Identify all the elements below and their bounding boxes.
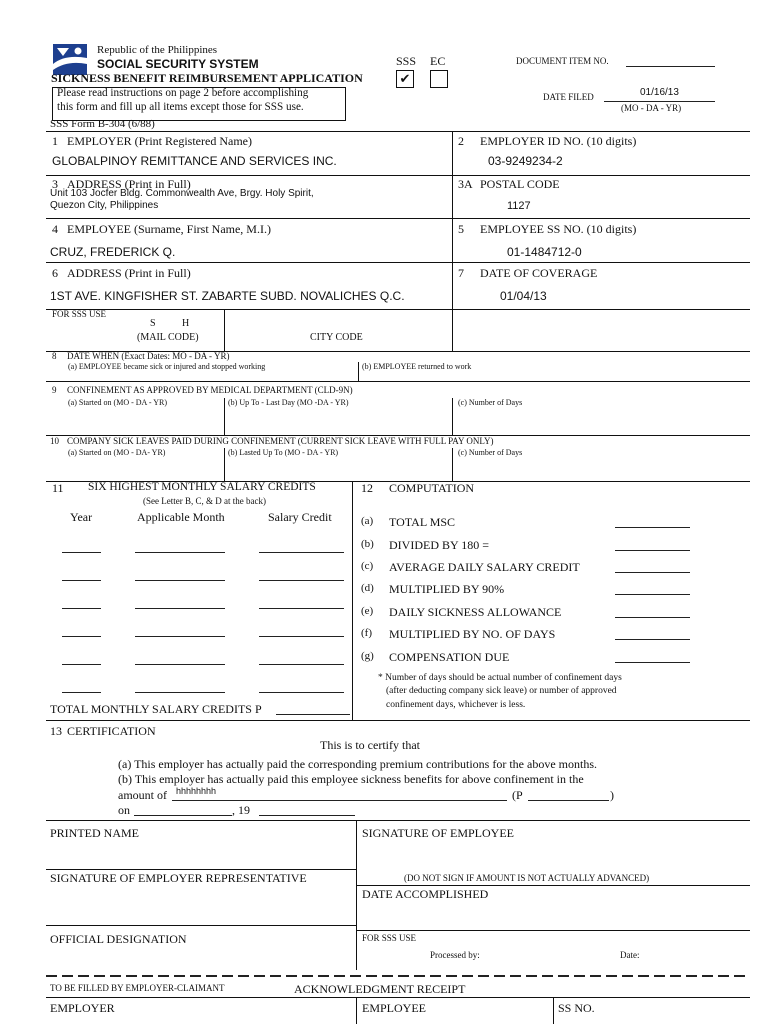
date-accomplished-label: DATE ACCOMPLISHED: [362, 887, 489, 901]
date-filed-line: [604, 101, 715, 102]
computation-note: (after deducting company sick leave) or number of approved: [386, 686, 617, 696]
printed-name-field[interactable]: [47, 842, 355, 868]
row-divider: [46, 869, 356, 870]
item-number: 6: [52, 266, 58, 280]
year-paid-field[interactable]: [259, 815, 355, 816]
salary-credit-field[interactable]: [259, 552, 344, 553]
column-divider: [352, 481, 353, 720]
computation-note: * Number of days should be actual number of confinement days: [378, 673, 622, 683]
row-divider: [356, 930, 750, 931]
item-number: 5: [458, 222, 464, 236]
certification-clause-b: (b) This employer has actually paid this employee sickness benefits for above confinement in the: [118, 772, 584, 786]
employee-address-label: ADDRESS (Print in Full): [67, 266, 191, 280]
computation-letter: (d): [361, 582, 374, 594]
ack-ss-no-label: SS NO.: [558, 1001, 595, 1015]
row-divider: [46, 381, 750, 382]
row-divider: [356, 885, 750, 886]
column-divider: [356, 997, 357, 1024]
item-number: 12: [361, 481, 373, 495]
employee-ss-label: EMPLOYEE SS NO. (10 digits): [480, 222, 637, 236]
computation-letter: (c): [361, 560, 374, 572]
computation-label: MULTIPLIED BY 90%: [389, 582, 505, 596]
sick-leave-days-field[interactable]: [453, 460, 749, 480]
republic-label: Republic of the Philippines: [97, 44, 218, 56]
computation-note: confinement days, whichever is less.: [386, 700, 526, 710]
salary-credit-field[interactable]: [259, 580, 344, 581]
computation-label: COMPENSATION DUE: [389, 650, 510, 664]
employer-name-field[interactable]: GLOBALPINOY REMITTANCE AND SERVICES INC.: [52, 154, 337, 168]
year-field[interactable]: [62, 608, 101, 609]
date-filed-label: DATE FILED: [543, 92, 594, 102]
item-number: 7: [458, 266, 464, 280]
month-field[interactable]: [135, 664, 225, 665]
salary-credits-title: SIX HIGHEST MONTHLY SALARY CREDITS: [88, 481, 316, 493]
month-field[interactable]: [135, 552, 225, 553]
ack-employee-label: EMPLOYEE: [362, 1001, 426, 1015]
confinement-days-label: (c) Number of Days: [458, 398, 523, 407]
salary-credit-field[interactable]: [259, 636, 344, 637]
sick-leave-start-field[interactable]: [47, 460, 223, 480]
sss-use-label: FOR SSS USE: [52, 309, 107, 319]
year-field[interactable]: [62, 664, 101, 665]
agency-name: SOCIAL SECURITY SYSTEM: [97, 57, 259, 71]
confinement-end-field[interactable]: [225, 410, 451, 434]
postal-code-label: POSTAL CODE: [480, 177, 560, 191]
total-salary-credits-field[interactable]: [276, 714, 350, 715]
item-number: 3A: [458, 177, 473, 191]
sick-leaves-label: COMPANY SICK LEAVES PAID DURING CONFINEMENT (CURRENT SICK LEAVE WITH FULL PAY ONLY): [67, 436, 494, 446]
employer-rep-signature-field[interactable]: [47, 887, 355, 924]
computation-letter: (b): [361, 538, 374, 550]
coverage-label: DATE OF COVERAGE: [480, 266, 598, 280]
sss-checkbox[interactable]: ✔: [396, 70, 414, 88]
item-number: 3: [52, 177, 58, 191]
column-header-month: Applicable Month: [137, 510, 225, 524]
year-field[interactable]: [62, 636, 101, 637]
amount-p-open: (P: [512, 788, 523, 802]
month-field[interactable]: [135, 608, 225, 609]
item-number: 11: [52, 481, 64, 495]
salary-credit-field[interactable]: [259, 664, 344, 665]
postal-code-field[interactable]: 1127: [507, 200, 531, 212]
item-number: 8: [52, 351, 57, 361]
form-title: SICKNESS BENEFIT REIMBURSEMENT APPLICATION: [51, 71, 363, 85]
instructions-line: this form and fill up all items except those for SSS use.: [57, 101, 304, 113]
processed-by-label: Processed by:: [430, 950, 480, 960]
confinement-days-field[interactable]: [453, 410, 749, 434]
row-divider: [46, 925, 356, 926]
year-field[interactable]: [62, 580, 101, 581]
employee-label: EMPLOYEE (Surname, First Name, M.I.): [67, 222, 271, 236]
year-prefix: , 19: [232, 803, 250, 817]
date-sick-label: (a) EMPLOYEE became sick or injured and stopped working: [68, 362, 266, 371]
column-divider: [452, 131, 453, 351]
employee-signature-label: SIGNATURE OF EMPLOYEE: [362, 826, 515, 840]
column-header-salary-credit: Salary Credit: [268, 510, 332, 524]
employer-address-label: ADDRESS (Print in Full): [67, 177, 191, 191]
row-divider: [46, 131, 750, 132]
year-field[interactable]: [62, 552, 101, 553]
employee-signature-field[interactable]: [357, 842, 749, 872]
divided-by-180-field[interactable]: [615, 550, 690, 551]
computation-label: AVERAGE DAILY SALARY CREDIT: [389, 560, 580, 574]
document-item-label: DOCUMENT ITEM NO.: [516, 56, 609, 66]
processed-date-label: Date:: [620, 950, 640, 960]
salary-credits-note: (See Letter B, C, & D at the back): [143, 496, 266, 506]
salary-credit-field[interactable]: [259, 692, 344, 693]
date-format-hint: (MO - DA - YR): [621, 103, 682, 113]
computation-letter: (g): [361, 650, 374, 662]
month-field[interactable]: [135, 636, 225, 637]
mail-code-s: S: [150, 318, 156, 329]
city-code-label: CITY CODE: [310, 332, 363, 343]
official-designation-field[interactable]: [47, 948, 355, 970]
multiplied-days-field[interactable]: [615, 639, 690, 640]
amount-p-close: ): [610, 788, 614, 802]
mail-code-h: H: [182, 318, 190, 329]
row-divider: [46, 175, 750, 176]
sick-leave-days-label: (c) Number of Days: [458, 448, 523, 457]
ack-employer-label: EMPLOYER: [50, 1001, 115, 1015]
month-field[interactable]: [135, 692, 225, 693]
sss-use-label: FOR SSS USE: [362, 933, 417, 943]
row-divider: [46, 820, 750, 821]
date-accomplished-field[interactable]: [357, 903, 749, 929]
item-number: 9: [52, 385, 57, 395]
sick-leave-end-label: (b) Lasted Up To (MO - DA - YR): [228, 448, 339, 457]
salary-credit-field[interactable]: [259, 608, 344, 609]
certification-title: CERTIFICATION: [67, 724, 156, 738]
certification-clause-a: (a) This employer has actually paid the corresponding premium contributions for the above months.: [118, 757, 597, 771]
instructions-line: Please read instructions on page 2 before accomplishing: [57, 87, 309, 99]
certification-intro: This is to certify that: [320, 738, 420, 752]
computation-letter: (a): [361, 515, 374, 527]
acknowledgment-title: ACKNOWLEDGMENT RECEIPT: [294, 982, 466, 996]
row-divider: [46, 218, 750, 219]
claimant-note: TO BE FILLED BY EMPLOYER-CLAIMANT: [50, 983, 225, 993]
item-number: 1: [52, 134, 58, 148]
employer-label: EMPLOYER (Print Registered Name): [67, 134, 252, 148]
official-designation-label: OFFICIAL DESIGNATION: [50, 932, 187, 946]
item-number: 10: [50, 436, 59, 446]
confinement-label: CONFINEMENT AS APPROVED BY MEDICAL DEPARTMENT (CLD-9N): [67, 385, 353, 395]
sick-leave-end-field[interactable]: [225, 460, 451, 480]
employer-address-line[interactable]: Quezon City, Philippines: [50, 200, 159, 211]
computation-letter: (e): [361, 605, 374, 617]
employer-id-field[interactable]: 03-9249234-2: [488, 154, 563, 168]
date-returned-label: (b) EMPLOYEE returned to work: [362, 362, 472, 371]
month-field[interactable]: [135, 580, 225, 581]
employer-rep-signature-label: SIGNATURE OF EMPLOYER REPRESENTATIVE: [50, 871, 307, 885]
year-field[interactable]: [62, 692, 101, 693]
printed-name-label: PRINTED NAME: [50, 826, 139, 840]
row-divider: [46, 309, 750, 310]
multiplied-90-field[interactable]: [615, 594, 690, 595]
row-divider: [46, 997, 750, 998]
amount-label: amount of: [118, 788, 167, 802]
amount-in-words-line: [172, 800, 507, 801]
employer-id-label: EMPLOYER ID NO. (10 digits): [480, 134, 637, 148]
date-when-label: DATE WHEN (Exact Dates: MO - DA - YR): [67, 351, 230, 361]
row-divider: [46, 720, 750, 721]
ec-claim-label: EC: [430, 54, 446, 68]
column-divider: [553, 997, 554, 1024]
coverage-date-field[interactable]: 01/04/13: [500, 289, 547, 303]
document-item-field[interactable]: [626, 66, 715, 67]
sss-claim-label: SSS: [396, 54, 417, 68]
daily-allowance-field[interactable]: [615, 617, 690, 618]
average-daily-salary-field[interactable]: [615, 572, 690, 573]
amount-in-words-field[interactable]: hhhhhhhh: [176, 786, 217, 796]
ec-checkbox[interactable]: [430, 70, 448, 88]
date-filed-value[interactable]: 01/16/13: [640, 87, 679, 98]
cut-line: [46, 975, 750, 977]
row-divider: [46, 262, 750, 263]
date-paid-field[interactable]: [134, 815, 232, 816]
instructions-box: [52, 87, 346, 121]
item-number: 13: [50, 724, 62, 738]
computation-title: COMPUTATION: [389, 481, 475, 495]
item-number: 2: [458, 134, 464, 148]
amount-figure-field[interactable]: [528, 800, 609, 801]
sick-leave-start-label: (a) Started on (MO - DA- YR): [68, 448, 166, 457]
employee-address-field[interactable]: 1ST AVE. KINGFISHER ST. ZABARTE SUBD. NOVALICHES Q.C.: [50, 289, 405, 303]
mail-code-label: (MAIL CODE): [137, 332, 199, 343]
employee-ss-field[interactable]: 01-1484712-0: [507, 245, 582, 259]
computation-label: MULTIPLIED BY NO. OF DAYS: [389, 627, 556, 641]
do-not-sign-note: (DO NOT SIGN IF AMOUNT IS NOT ACTUALLY ADVANCED): [404, 873, 650, 883]
computation-label: DAILY SICKNESS ALLOWANCE: [389, 605, 562, 619]
date-returned-field[interactable]: [359, 371, 749, 380]
confinement-end-label: (b) Up To - Last Day (MO -DA - YR): [228, 398, 349, 407]
computation-label: DIVIDED BY 180 =: [389, 538, 489, 552]
column-header-year: Year: [70, 510, 93, 524]
employee-name-field[interactable]: CRUZ, FREDERICK Q.: [50, 245, 176, 259]
employer-address-line[interactable]: Unit 103 Jocfer Bldg. Commonwealth Ave, Brgy. Holy Spirit,: [50, 188, 314, 199]
confinement-start-field[interactable]: [47, 410, 223, 434]
total-salary-credits-label: TOTAL MONTHLY SALARY CREDITS P: [50, 702, 262, 716]
on-label: on: [118, 803, 130, 817]
computation-letter: (f): [361, 627, 372, 639]
compensation-due-field[interactable]: [615, 662, 690, 663]
column-divider: [224, 309, 225, 351]
item-number: 4: [52, 222, 58, 236]
total-msc-field[interactable]: [615, 527, 690, 528]
form-number: SSS Form B-304 (6/88): [50, 118, 155, 130]
computation-label: TOTAL MSC: [389, 515, 456, 529]
confinement-start-label: (a) Started on (MO - DA - YR): [68, 398, 168, 407]
date-sick-field[interactable]: [47, 371, 357, 380]
